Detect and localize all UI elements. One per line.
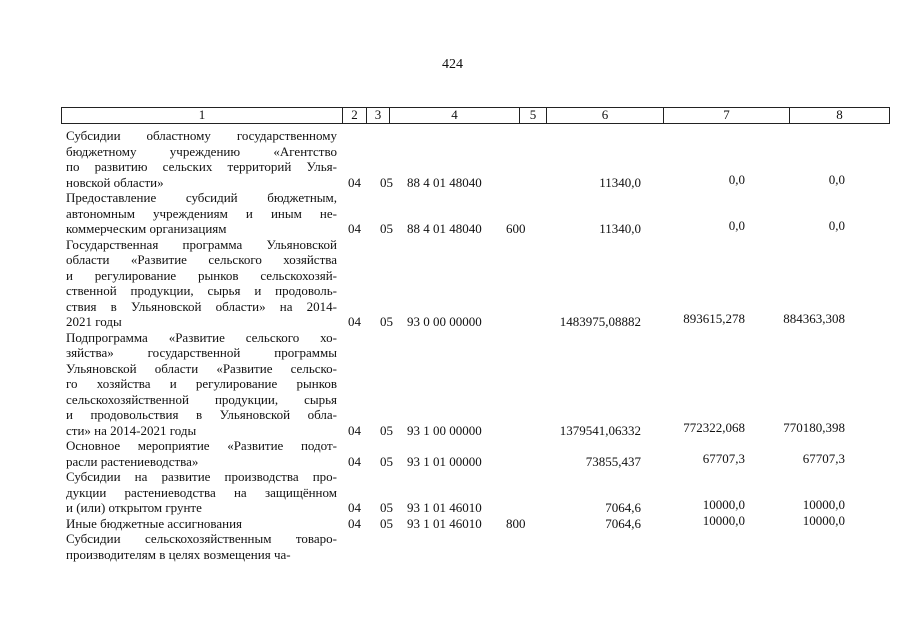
cell-rz: 04 bbox=[348, 515, 361, 531]
description-line: бюджетному учреждению «Агентство bbox=[66, 143, 337, 159]
cell-cs: 88 4 01 48040 bbox=[407, 174, 482, 190]
description-line: Основное мероприятие «Развитие подот- bbox=[66, 438, 337, 453]
cell-value-8: 770180,398 bbox=[783, 419, 845, 435]
table-row bbox=[0, 330, 905, 439]
description-line: Субсидии областному государственному bbox=[66, 128, 337, 143]
description-line: зяйства» государственной программы bbox=[66, 345, 337, 360]
cell-value-6: 1483975,08882 bbox=[559, 314, 641, 329]
description-line: области «Развитие сельского хозяйства bbox=[66, 252, 337, 267]
row-description bbox=[66, 438, 337, 469]
cell-value-8: 0,0 bbox=[828, 218, 845, 233]
header-cell-4: 4 bbox=[390, 108, 520, 123]
description-line: Ульяновской области «Развитие сельско- bbox=[66, 360, 337, 376]
description-line: сельскохозяйственной продукции, сырья bbox=[66, 391, 337, 407]
cell-value-7: 10000,0 bbox=[702, 497, 745, 512]
cell-value-8: 10000,0 bbox=[802, 512, 845, 528]
cell-rz: 04 bbox=[348, 174, 361, 190]
row-description bbox=[66, 237, 337, 330]
cell-value-8: 0,0 bbox=[828, 171, 845, 187]
header-cell-3: 3 bbox=[367, 108, 390, 123]
cell-value-8: 884363,308 bbox=[783, 311, 845, 326]
cell-rz: 04 bbox=[348, 314, 361, 329]
description-line: Предоставление субсидий бюджетным, bbox=[66, 190, 337, 205]
cell-value-6: 7064,6 bbox=[605, 515, 641, 531]
cell-vr: 800 bbox=[506, 515, 526, 531]
page-number: 424 bbox=[442, 57, 463, 72]
cell-value-8: 10000,0 bbox=[802, 497, 845, 512]
table-row bbox=[0, 438, 905, 469]
cell-cs: 93 1 00 00000 bbox=[407, 422, 482, 438]
header-cell-5: 5 bbox=[520, 108, 547, 123]
cell-value-7: 10000,0 bbox=[702, 512, 745, 528]
cell-value-6: 7064,6 bbox=[605, 500, 641, 515]
header-cell-6: 6 bbox=[547, 108, 664, 123]
cell-pr: 05 bbox=[380, 515, 393, 531]
cell-pr: 05 bbox=[380, 453, 393, 469]
row-description bbox=[66, 330, 337, 439]
description-line: новской области» bbox=[66, 174, 164, 190]
table-row bbox=[0, 512, 905, 532]
description-line: ственной продукции, сырья и продоволь- bbox=[66, 283, 337, 298]
description-line: Субсидии на развитие производства про- bbox=[66, 469, 337, 484]
row-description bbox=[66, 516, 337, 532]
description-line: Государственная программа Ульяновской bbox=[66, 236, 337, 252]
cell-pr: 05 bbox=[380, 500, 393, 515]
cell-cs: 88 4 01 48040 bbox=[407, 221, 482, 236]
cell-value-8: 67707,3 bbox=[802, 450, 845, 466]
description-line: ствия в Ульяновской области» на 2014- bbox=[66, 298, 337, 314]
cell-cs: 93 1 01 46010 bbox=[407, 500, 482, 515]
row-description bbox=[66, 469, 337, 516]
header-cell-1: 1 bbox=[62, 108, 343, 123]
cell-value-7: 0,0 bbox=[728, 171, 745, 187]
description-line: расли растениеводства» bbox=[66, 453, 199, 469]
cell-pr: 05 bbox=[380, 314, 393, 329]
table-row bbox=[0, 190, 905, 237]
header-cell-7: 7 bbox=[664, 108, 790, 123]
table-row bbox=[0, 531, 905, 562]
header-cell-8: 8 bbox=[836, 107, 843, 122]
table-row bbox=[0, 469, 905, 516]
row-description bbox=[66, 531, 337, 562]
cell-vr: 600 bbox=[506, 221, 526, 236]
cell-pr: 05 bbox=[380, 174, 393, 190]
description-line: и продовольствия в Ульяновской обла- bbox=[66, 407, 337, 422]
cell-value-7: 0,0 bbox=[728, 218, 745, 233]
table-row bbox=[0, 237, 905, 330]
cell-rz: 04 bbox=[348, 221, 361, 236]
cell-pr: 05 bbox=[380, 221, 393, 236]
cell-value-7: 772322,068 bbox=[683, 419, 745, 435]
description-line: го хозяйства и регулирование рынков bbox=[66, 376, 337, 391]
description-line: Подпрограмма «Развитие сельского хо- bbox=[66, 329, 337, 345]
description-line: дукции растениеводства на защищённом bbox=[66, 484, 337, 500]
row-description bbox=[66, 128, 337, 190]
cell-value-6: 11340,0 bbox=[599, 221, 641, 236]
cell-value-6: 73855,437 bbox=[585, 453, 641, 469]
description-line: коммерческим организациям bbox=[66, 221, 227, 236]
description-line: и (или) открытом грунте bbox=[66, 500, 202, 515]
description-line: Иные бюджетные ассигнования bbox=[66, 515, 243, 531]
description-line: производителям в целях возмещения ча- bbox=[66, 546, 291, 562]
cell-value-6: 1379541,06332 bbox=[559, 422, 641, 438]
cell-cs: 93 0 00 00000 bbox=[407, 314, 482, 329]
description-line: по развитию сельских территорий Улья- bbox=[66, 159, 337, 174]
cell-value-6: 11340,0 bbox=[599, 174, 641, 190]
description-line: автономным учреждениям и иным не- bbox=[66, 205, 337, 221]
description-line: и регулирование рынков сельскохозяй- bbox=[66, 267, 337, 283]
description-line: 2021 годы bbox=[66, 314, 122, 329]
cell-rz: 04 bbox=[348, 422, 361, 438]
description-line: Субсидии сельскохозяйственным товаро- bbox=[66, 531, 337, 546]
cell-cs: 93 1 01 00000 bbox=[407, 453, 482, 469]
cell-cs: 93 1 01 46010 bbox=[407, 515, 482, 531]
cell-value-7: 893615,278 bbox=[683, 311, 745, 326]
description-line: сти» на 2014-2021 годы bbox=[66, 422, 197, 438]
row-description bbox=[66, 190, 337, 237]
header-cell-2: 2 bbox=[343, 108, 367, 123]
cell-rz: 04 bbox=[348, 500, 361, 515]
cell-pr: 05 bbox=[380, 422, 393, 438]
cell-value-7: 67707,3 bbox=[702, 450, 745, 466]
cell-rz: 04 bbox=[348, 453, 361, 469]
table-row bbox=[0, 128, 905, 190]
